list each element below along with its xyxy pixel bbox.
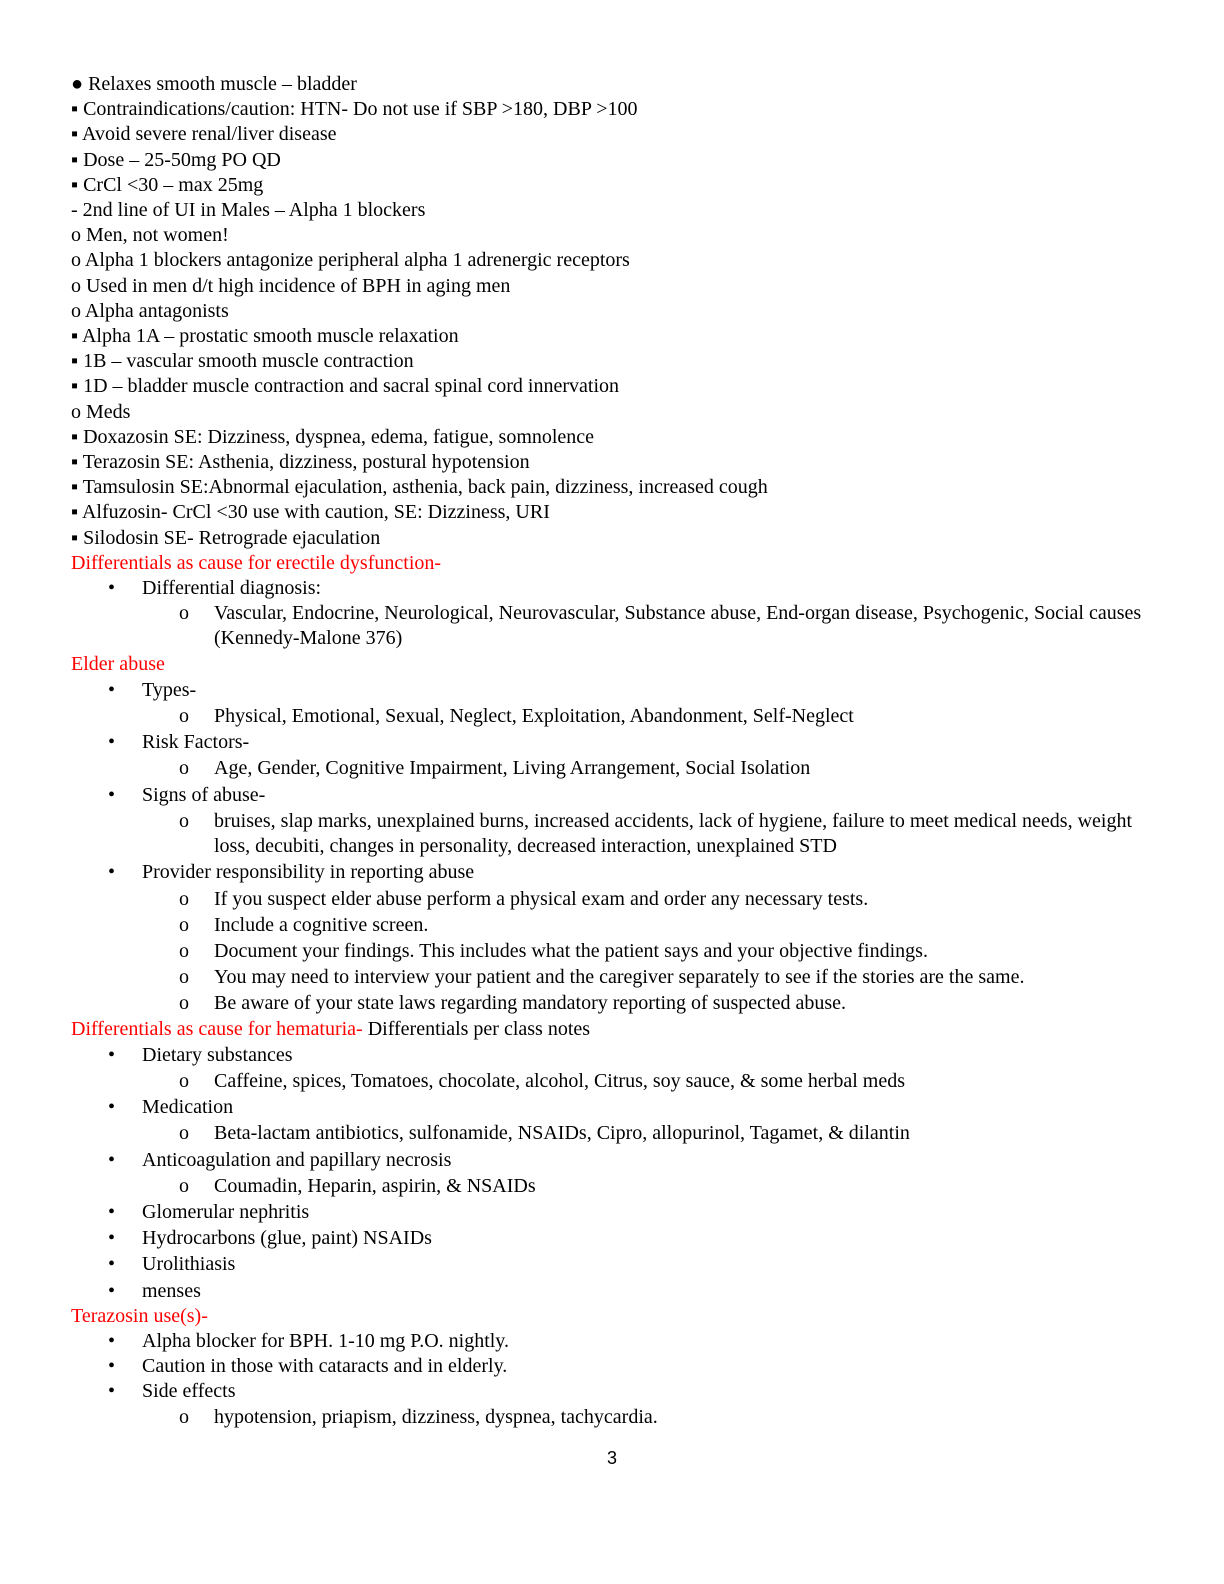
sub-bullet-item: o bruises, slap marks, unexplained burns, increased accidents, lack of hygiene, failure to meet medical needs, weight loss, decubiti, changes in personality, decreased interaction, unexplained STD xyxy=(71,809,1161,859)
sub-bullet-item: o Caffeine, spices, Tomatoes, chocolate, alcohol, Citrus, soy sauce, & some herbal meds xyxy=(71,1069,1161,1094)
sub-bullet-item: o Be aware of your state laws regarding mandatory reporting of suspected abuse. xyxy=(71,991,1161,1016)
sub-bullet-item: o You may need to interview your patient and the caregiver separately to see if the stories are the same. xyxy=(71,965,1161,990)
bullet-item: • Glomerular nephritis xyxy=(71,1200,1161,1225)
section-heading-erectile-dysfunction: Differentials as cause for erectile dysfunction- xyxy=(71,551,442,574)
bullet-item: • Risk Factors- xyxy=(71,730,1161,755)
text-line: ▪ Contraindications/caution: HTN- Do not use if SBP >180, DBP >100 xyxy=(71,98,638,121)
text-line: o Men, not women! xyxy=(71,224,229,247)
section-heading-terazosin: Terazosin use(s)- xyxy=(71,1304,208,1327)
section-heading-hematuria-line xyxy=(71,1017,1161,1042)
sub-bullet-item: o If you suspect elder abuse perform a physical exam and order any necessary tests. xyxy=(71,887,1161,912)
text-line: o Meds xyxy=(71,400,131,423)
bullet-item: • Dietary substances xyxy=(71,1043,1161,1068)
text-line: ▪ Avoid severe renal/liver disease xyxy=(71,123,337,146)
sub-bullet-item: o Include a cognitive screen. xyxy=(71,913,1161,938)
page-number: 3 xyxy=(606,1448,617,1468)
bullet-item: • Hydrocarbons (glue, paint) NSAIDs xyxy=(71,1226,1161,1251)
bullet-item: • Caution in those with cataracts and in elderly. xyxy=(71,1354,1161,1379)
bullet-item: • Types- xyxy=(71,678,1161,703)
text-line: ▪ CrCl <30 – max 25mg xyxy=(71,173,264,196)
text-line: - 2nd line of UI in Males – Alpha 1 blockers xyxy=(71,199,426,222)
bullet-item: • Differential diagnosis: xyxy=(71,576,1161,601)
text-line: o Used in men d/t high incidence of BPH in aging men xyxy=(71,274,511,297)
bullet-item: • Provider responsibility in reporting abuse xyxy=(71,860,1161,885)
sub-bullet-item: o Vascular, Endocrine, Neurological, Neurovascular, Substance abuse, End-organ disease, Psychogenic, Social causes (Kennedy-Malone 376) xyxy=(71,601,1161,651)
heading-note: Differentials per class notes xyxy=(362,1017,591,1040)
text-line: ▪ Alfuzosin- CrCl <30 use with caution, SE: Dizziness, URI xyxy=(71,501,550,524)
section-heading-elder-abuse: Elder abuse xyxy=(71,652,165,675)
bullet-item: • Signs of abuse- xyxy=(71,783,1161,808)
sub-bullet-item: o hypotension, priapism, dizziness, dyspnea, tachycardia. xyxy=(71,1405,1161,1430)
text-line: ▪ Doxazosin SE: Dizziness, dyspnea, edema, fatigue, somnolence xyxy=(71,425,595,448)
bullet-item: • Side effects xyxy=(71,1379,1161,1404)
text-line: ▪ 1D – bladder muscle contraction and sacral spinal cord innervation xyxy=(71,375,620,398)
text-line: ▪ Alpha 1A – prostatic smooth muscle relaxation xyxy=(71,325,459,348)
text-line: ▪ 1B – vascular smooth muscle contraction xyxy=(71,350,414,373)
text-line: ▪ Terazosin SE: Asthenia, dizziness, postural hypotension xyxy=(71,451,530,474)
text-line: ▪ Silodosin SE- Retrograde ejaculation xyxy=(71,526,381,549)
text-line: ▪ Tamsulosin SE:Abnormal ejaculation, asthenia, back pain, dizziness, increased cough xyxy=(71,476,768,499)
bullet-item: • Alpha blocker for BPH. 1-10 mg P.O. nightly. xyxy=(71,1329,1161,1354)
sub-bullet-item: o Physical, Emotional, Sexual, Neglect, Exploitation, Abandonment, Self-Neglect xyxy=(71,704,1161,729)
text-line: o Alpha 1 blockers antagonize peripheral alpha 1 adrenergic receptors xyxy=(71,249,630,272)
document-body xyxy=(71,72,1161,1430)
sub-bullet-item: o Age, Gender, Cognitive Impairment, Living Arrangement, Social Isolation xyxy=(71,756,1161,781)
bullet-item: • Urolithiasis xyxy=(71,1252,1161,1277)
bullet-item: • Anticoagulation and papillary necrosis xyxy=(71,1148,1161,1173)
sub-bullet-item: o Beta-lactam antibiotics, sulfonamide, NSAIDs, Cipro, allopurinol, Tagamet, & dilantin xyxy=(71,1121,1161,1146)
text-line: ● Relaxes smooth muscle – bladder xyxy=(71,73,357,95)
text-line: ▪ Dose – 25-50mg PO QD xyxy=(71,148,281,171)
sub-bullet-item: o Coumadin, Heparin, aspirin, & NSAIDs xyxy=(71,1174,1161,1199)
bullet-item: • menses xyxy=(71,1279,1161,1304)
sub-bullet-item: o Document your findings. This includes what the patient says and your objective findings. xyxy=(71,939,1161,964)
bullet-item: • Medication xyxy=(71,1095,1161,1120)
section-heading-hematuria: Differentials as cause for hematuria- xyxy=(71,1017,363,1040)
text-line: o Alpha antagonists xyxy=(71,299,229,322)
